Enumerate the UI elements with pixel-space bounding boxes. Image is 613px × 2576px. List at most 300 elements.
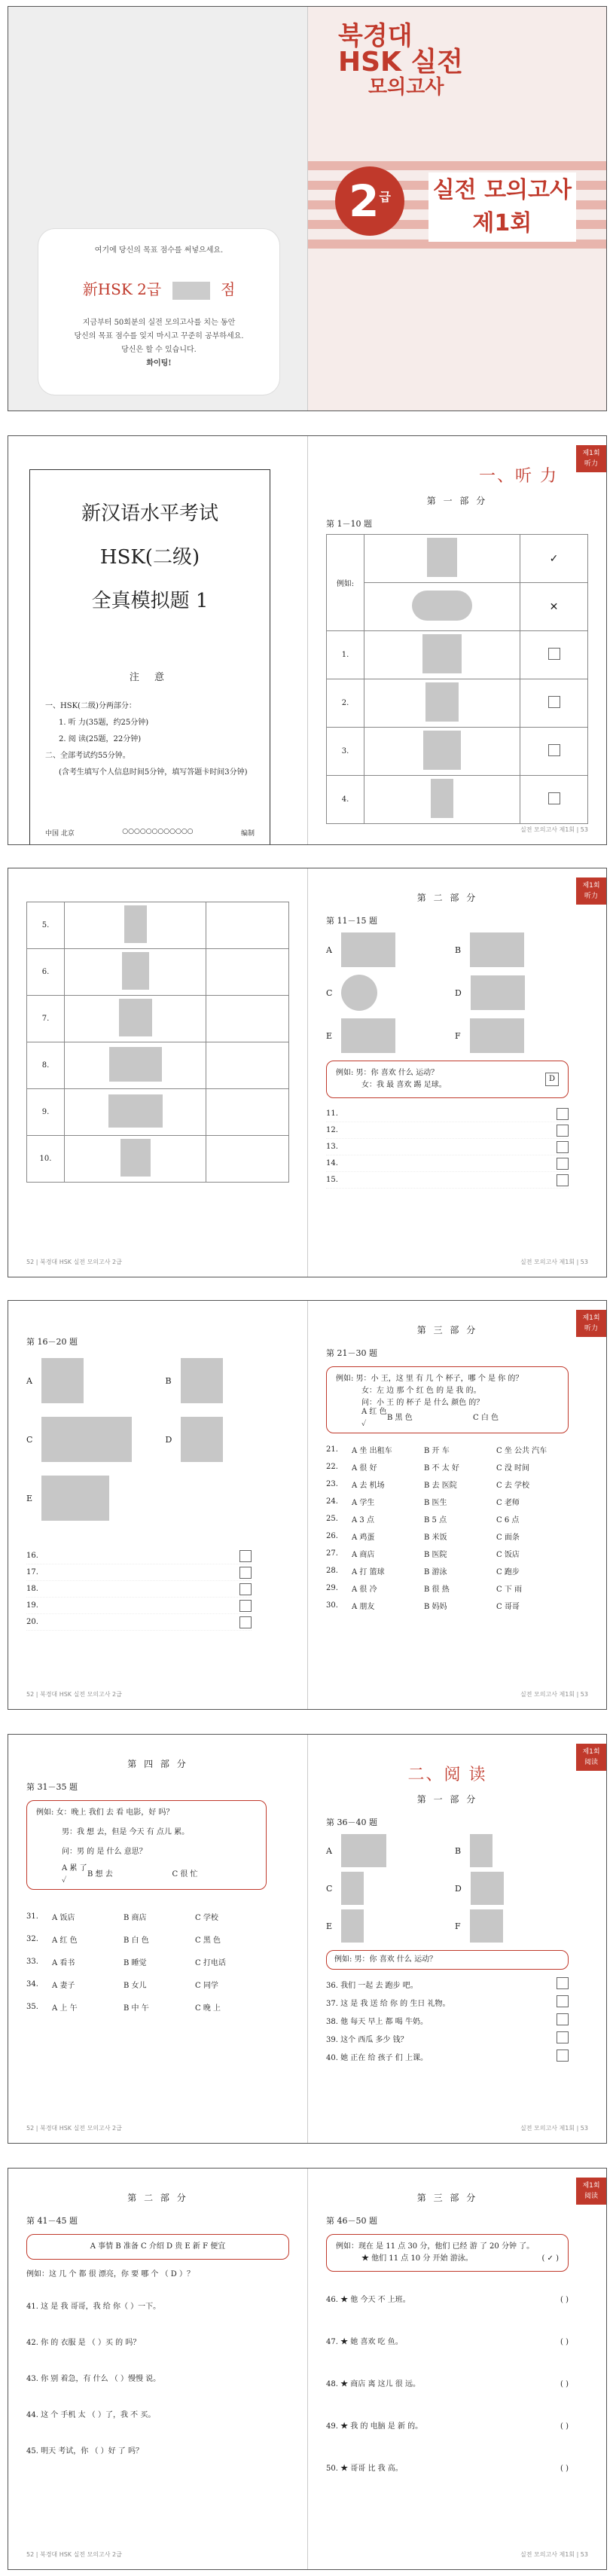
example-box — [326, 2234, 569, 2272]
option-c[interactable]: C 6 点 — [496, 1516, 520, 1525]
logo-line-1: 북경대 — [338, 21, 413, 51]
reading-heading: 二、阅 读 — [407, 1766, 487, 1784]
option-a — [326, 932, 440, 967]
answer-checkbox[interactable] — [557, 1158, 569, 1170]
option-letter: D — [455, 1883, 462, 1894]
listening-part1-cont-page — [8, 868, 307, 1277]
option-d — [166, 1417, 290, 1462]
goal-level: 新HSK 2급 — [82, 280, 162, 298]
grade-suffix: 급 — [379, 190, 391, 204]
option-c[interactable]: C 去 学校 — [496, 1482, 530, 1490]
question-row — [326, 2279, 569, 2321]
option-c[interactable]: C 晚 上 — [195, 2004, 221, 2013]
option-image — [470, 1834, 493, 1867]
example-line: 问：小 王 的 杯子 是 什么 颜色 的？ — [361, 1399, 484, 1407]
question-row — [26, 2397, 289, 2434]
publisher-label: 编制 — [240, 830, 255, 838]
answer-rows — [26, 1548, 252, 1631]
answer-checkbox[interactable] — [557, 1977, 569, 1989]
option-b[interactable]: B 5 点 — [424, 1516, 447, 1525]
goal-notice-text: 여기에 당신의 목표 점수를 써넣으세요. — [94, 246, 224, 255]
answer-checkbox[interactable] — [557, 2050, 569, 2062]
option-a[interactable]: A 打 篮球 — [352, 1568, 385, 1576]
round-tab — [576, 877, 606, 905]
question-row — [326, 1493, 569, 1510]
question-row — [26, 2325, 289, 2361]
option-b[interactable]: B 去 医院 — [424, 1482, 457, 1490]
page-footer: 실전 모의고사 제1회 | 53 — [520, 2551, 588, 2558]
notice-item: (含考生填写个人信息时间5分钟，填写答题卡时间3分钟) — [59, 768, 248, 777]
option-a[interactable]: A 很 好 — [352, 1464, 377, 1473]
page-footer: 52 | 북경대 HSK 실전 모의고사 2급 — [26, 2551, 122, 2558]
cover-left-page — [8, 7, 307, 411]
goal-paragraph-3: 당신은 할 수 있습니다. — [121, 345, 197, 354]
option-b — [455, 932, 569, 967]
example-line: 女：左 边 那 个 红 色 的 是 我 的。 — [361, 1387, 481, 1395]
question-range: 第 11－15 题 — [326, 916, 377, 926]
example-box — [326, 1061, 569, 1098]
answer-blank[interactable]: ( ) — [560, 2296, 569, 2304]
question-row — [326, 1562, 569, 1579]
option-letter: E — [326, 1030, 333, 1041]
question-number: 22. — [326, 1463, 338, 1471]
answer-row — [26, 1564, 252, 1581]
option-a[interactable]: A 坐 出租车 — [352, 1447, 392, 1455]
questions-41-45 — [26, 2289, 289, 2470]
page-footer: 52 | 북경대 HSK 실전 모의고사 2급 — [26, 2125, 122, 2132]
round-tab-section: 听力 — [584, 893, 598, 900]
answer-row — [326, 1122, 569, 1139]
example-options — [36, 1863, 257, 1885]
question-number: 12. — [326, 1126, 338, 1134]
part-heading: 第 三 部 分 — [416, 1325, 478, 1335]
answer-blank[interactable]: ( ) — [560, 2338, 569, 2346]
option-a[interactable]: A 饭店 — [52, 1913, 75, 1922]
round-tab-section: 听力 — [584, 1325, 598, 1332]
option-letter: C — [326, 987, 333, 998]
example-option: A 红 色 ✓ — [361, 1407, 387, 1428]
answer-row — [326, 1139, 569, 1155]
question-number: 28. — [326, 1567, 338, 1575]
question-number: 44. — [26, 2411, 38, 2419]
option-f — [455, 1909, 569, 1943]
option-c — [326, 975, 440, 1011]
example-line: 男：你 喜欢 什么 运动？ — [354, 1955, 438, 1964]
question-number: 26. — [326, 1532, 338, 1540]
notice-item: 2. 阅 读(25题，22分钟) — [59, 735, 142, 743]
answer-checkbox[interactable] — [548, 648, 560, 660]
cover-right-page — [307, 7, 606, 411]
logo-line-2: HSK 실전 — [338, 47, 464, 78]
question-text: 这 是 我 哥哥，我 给 你（ ）一下。 — [41, 2303, 161, 2311]
listening-part2-cont-page — [8, 1301, 307, 1709]
option-b[interactable]: B 妈妈 — [424, 1603, 447, 1611]
example-label: 例如: — [336, 1375, 354, 1383]
question-image — [122, 952, 149, 990]
question-row — [326, 1579, 569, 1597]
question-text: 这个 西瓜 多少 钱？ — [340, 2036, 408, 2044]
question-image — [109, 1047, 162, 1082]
answer-row — [326, 1172, 569, 1189]
question-number: 17. — [26, 1568, 38, 1576]
option-a — [26, 1358, 151, 1403]
question-statement: ★ 我 的 电脑 是 新 的。 — [340, 2422, 423, 2431]
round-tab — [576, 1744, 606, 1771]
option-a[interactable]: A 鸡蛋 — [352, 1534, 375, 1542]
answer-checkbox[interactable] — [239, 1567, 252, 1579]
question-row — [26, 1905, 267, 1927]
example-option: C 很 忙 — [172, 1869, 198, 1879]
page-footer: 실전 모의고사 제1회 | 53 — [520, 826, 588, 833]
round-tab-label: 제1회 — [582, 450, 600, 457]
option-a[interactable]: A 商店 — [352, 1551, 375, 1559]
option-b[interactable]: B 医生 — [424, 1499, 447, 1507]
option-image — [181, 1358, 223, 1403]
question-row — [26, 1927, 267, 1950]
question-number: 27. — [326, 1549, 338, 1558]
question-number: 37. — [326, 2000, 338, 2008]
question-number: 33. — [26, 1957, 38, 1966]
spread-2 — [8, 435, 607, 845]
answer-checkbox[interactable] — [239, 1583, 252, 1595]
option-a[interactable]: A 红 色 — [52, 1936, 78, 1945]
instructions-page — [8, 436, 307, 844]
option-image — [471, 1872, 504, 1905]
questions-46-50 — [326, 2279, 569, 2490]
question-row — [26, 2361, 289, 2397]
notice-item: 一、HSK(二级)分两部分： — [45, 702, 136, 710]
listening-table-2 — [26, 902, 289, 1183]
option-letter: B — [455, 945, 462, 955]
answer-rows — [326, 1106, 569, 1189]
example-box — [326, 1950, 569, 1970]
question-number: 41. — [26, 2303, 38, 2311]
question-image — [423, 731, 461, 770]
option-letter: C — [326, 1883, 333, 1894]
cover-title — [428, 172, 576, 242]
question-image — [431, 779, 453, 818]
question-number: 43. — [26, 2375, 38, 2383]
page-footer: 52 | 북경대 HSK 실전 모의고사 2급 — [26, 1691, 122, 1698]
example-check: ✓ — [520, 535, 588, 583]
question-number: 13. — [326, 1143, 338, 1151]
question-number: 29. — [326, 1584, 338, 1592]
question-number: 3. — [327, 728, 364, 776]
question-image — [120, 1139, 151, 1177]
reading-part2-page — [8, 2169, 307, 2569]
option-letter: B — [165, 1375, 172, 1386]
answer-checkbox[interactable] — [557, 1141, 569, 1153]
example-box — [326, 1366, 569, 1433]
question-number: 34. — [26, 1979, 38, 1988]
question-statement: ★ 哥哥 比 我 高。 — [340, 2465, 403, 2473]
reading-part1-page — [307, 1735, 606, 2143]
option-c — [26, 1417, 151, 1462]
question-row — [326, 1597, 569, 1614]
question-text: 明天 考试，你 （ ）好 了 吗？ — [41, 2447, 143, 2455]
spread-6 — [8, 2168, 607, 2570]
option-d — [455, 1872, 569, 1905]
question-number: 8. — [27, 1042, 65, 1089]
notice-list — [45, 698, 255, 781]
goal-score-box[interactable] — [172, 282, 210, 300]
spread-3 — [8, 868, 607, 1277]
listening-heading: 一、听 力 — [479, 467, 558, 486]
option-letter: F — [455, 1921, 461, 1931]
question-number: 47. — [326, 2338, 338, 2346]
question-number: 2. — [327, 679, 364, 728]
answer-checkbox[interactable] — [557, 1995, 569, 2007]
example-cross: ✕ — [520, 583, 588, 631]
answer-blank[interactable]: ( ) — [560, 2380, 569, 2388]
round-tab-label: 제1회 — [582, 2182, 600, 2190]
question-image — [124, 905, 147, 943]
question-image — [425, 682, 459, 722]
option-letter: A — [326, 945, 332, 955]
question-image — [108, 1094, 163, 1128]
option-a[interactable]: A 看书 — [52, 1958, 75, 1967]
page-footer: 실전 모의고사 제1회 | 53 — [520, 2125, 588, 2132]
word-bank: A 事情 B 准备 C 介绍 D 贵 E 新 F 便宜 — [26, 2234, 289, 2260]
round-tab-label: 제1회 — [582, 882, 600, 890]
question-number: 4. — [327, 776, 364, 824]
part-heading: 第 四 部 分 — [127, 1759, 188, 1769]
option-a[interactable]: A 朋友 — [352, 1603, 375, 1611]
option-c[interactable]: C 同学 — [195, 1981, 218, 1990]
option-c[interactable]: C 跑步 — [496, 1568, 520, 1576]
option-c[interactable]: C 老师 — [496, 1499, 520, 1507]
answer-checkbox[interactable] — [557, 1125, 569, 1137]
option-f — [455, 1018, 569, 1053]
question-number: 45. — [26, 2447, 38, 2455]
notice-heading: 注 意 — [129, 672, 171, 683]
option-image — [41, 1417, 132, 1462]
option-b[interactable]: B 医院 — [424, 1551, 447, 1559]
question-number: 39. — [326, 2036, 338, 2044]
answer-checkbox[interactable] — [548, 744, 560, 756]
option-c[interactable]: C 黑 色 — [195, 1936, 221, 1945]
answer-checkbox[interactable] — [557, 1174, 569, 1186]
question-row — [26, 1995, 267, 2018]
answer-row — [326, 1155, 569, 1172]
option-c[interactable]: C 面条 — [496, 1534, 520, 1542]
example-image-bicycle — [412, 591, 472, 621]
question-number: 21. — [326, 1445, 338, 1454]
publisher-place: 中国 北京 — [45, 830, 75, 838]
example-line: 男：小 王，这 里 有 几 个 杯子，哪 个 是 你 的？ — [355, 1375, 523, 1383]
option-e — [326, 1018, 440, 1053]
option-image — [341, 932, 395, 967]
question-image — [422, 634, 462, 673]
example-options — [336, 1409, 559, 1427]
option-letter: B — [455, 1845, 462, 1856]
question-number: 36. — [326, 1982, 338, 1990]
question-row — [26, 2289, 289, 2325]
publisher-dots: ○○○○○○○○○○○○ — [122, 828, 194, 835]
part-heading: 第 一 部 分 — [426, 496, 488, 506]
option-a[interactable]: A 妻子 — [52, 1981, 75, 1990]
question-text: 我们 一起 去 跑步 吧。 — [340, 1982, 418, 1990]
option-c[interactable]: C 坐 公共 汽车 — [496, 1447, 547, 1455]
answer-row — [26, 1598, 252, 1614]
listening-part1-page — [307, 436, 606, 844]
question-number: 24. — [326, 1497, 338, 1506]
logo-line-3: 모의고사 — [368, 76, 444, 99]
option-c[interactable]: C 没 时间 — [496, 1464, 530, 1473]
exam-title-1: 新汉语水平考试 — [81, 502, 218, 525]
option-a[interactable]: A 3 点 — [352, 1516, 374, 1525]
option-images — [26, 1358, 289, 1521]
question-row — [26, 1950, 267, 1973]
spread-cover — [8, 6, 607, 411]
option-a[interactable]: A 很 冷 — [352, 1586, 377, 1594]
option-letter: E — [326, 1921, 333, 1931]
option-b[interactable]: B 睡觉 — [124, 1958, 147, 1967]
option-c[interactable]: C 打电话 — [195, 1958, 226, 1967]
answer-checkbox[interactable] — [548, 792, 560, 804]
option-b — [455, 1834, 569, 1867]
spread-4 — [8, 1300, 607, 1710]
answer-checkbox[interactable] — [557, 2031, 569, 2043]
example-line: 女：我 最 喜欢 踢 足球。 — [361, 1081, 447, 1089]
option-c[interactable]: C 学校 — [195, 1913, 218, 1922]
example-statement: ★ 他们 11 点 10 分 开始 游泳。 — [361, 2254, 473, 2263]
question-row — [326, 2448, 569, 2490]
question-statement: ★ 商店 离 这儿 很 远。 — [340, 2380, 420, 2388]
question-row — [326, 1995, 569, 2013]
round-tab-section: 阅读 — [584, 1759, 598, 1766]
question-number: 20. — [26, 1618, 38, 1626]
listening-part2-page — [307, 868, 606, 1277]
option-b[interactable]: B 开 车 — [424, 1447, 450, 1455]
goal-paragraph-2: 당신의 목표 점수를 잊지 마시고 꾸준히 공부하세요. — [74, 331, 244, 340]
option-image — [341, 1834, 386, 1867]
questions-31-35 — [26, 1905, 267, 2018]
option-image — [470, 1018, 524, 1053]
question-number: 6. — [27, 949, 65, 996]
question-row — [326, 1441, 569, 1458]
option-letter: D — [165, 1434, 172, 1445]
question-number: 5. — [27, 902, 65, 949]
example-option: C 白 色 — [473, 1413, 499, 1422]
question-range: 第 1－10 题 — [326, 519, 372, 529]
question-number: 16. — [26, 1552, 38, 1560]
question-text: 你 的 衣服 是 （ ）买 的 吗？ — [41, 2339, 141, 2347]
answer-checkbox[interactable] — [548, 696, 560, 708]
questions-36-40 — [326, 1977, 569, 2068]
cover-title-line-2: 제1회 — [472, 210, 532, 237]
option-c[interactable]: C 哥哥 — [496, 1603, 520, 1611]
round-tab-label: 제1회 — [582, 1314, 600, 1322]
answer-checkbox[interactable] — [239, 1616, 252, 1628]
grade-number: 2 — [349, 175, 380, 227]
option-b[interactable]: B 很 热 — [424, 1586, 450, 1594]
question-row — [326, 1545, 569, 1562]
option-images — [326, 1834, 569, 1943]
spread-5 — [8, 1734, 607, 2144]
part-heading: 第 二 部 分 — [416, 893, 478, 903]
reading-part3-page — [307, 2169, 606, 2569]
example-box — [26, 1800, 267, 1890]
round-tab — [576, 2178, 606, 2205]
page-footer: 실전 모의고사 제1회 | 53 — [520, 1691, 588, 1698]
option-b[interactable]: B 白 色 — [124, 1936, 149, 1945]
question-number: 42. — [26, 2339, 38, 2347]
question-image — [119, 999, 152, 1036]
option-images — [326, 932, 569, 1053]
exam-title-2: HSK(二级) — [99, 546, 200, 569]
answer-checkbox[interactable] — [239, 1550, 252, 1562]
answer-row — [26, 1581, 252, 1598]
question-row — [26, 1973, 267, 1995]
question-text: 这 个 手机 太 （ ）了，我 不 买。 — [41, 2411, 156, 2419]
example-option: A 累 了 ✓ — [62, 1863, 87, 1885]
option-image — [341, 1018, 395, 1053]
exam-title-3: 全真模拟题 1 — [91, 590, 209, 612]
listening-part4-page — [8, 1735, 307, 2143]
option-a[interactable]: A 学生 — [352, 1499, 375, 1507]
question-row — [326, 1458, 569, 1476]
example-line: 男：你 喜欢 什么 运动？ — [355, 1069, 439, 1077]
round-tab-section: 听力 — [584, 460, 598, 468]
question-statement: ★ 她 喜欢 吃 鱼。 — [340, 2338, 403, 2346]
option-e — [26, 1476, 151, 1521]
option-b[interactable]: B 中 午 — [124, 2004, 149, 2013]
goal-score-unit: 점 — [220, 280, 236, 298]
option-a[interactable]: A 去 机场 — [352, 1482, 385, 1490]
round-tab — [576, 1310, 606, 1337]
option-letter: D — [455, 987, 462, 998]
page-footer: 실전 모의고사 제1회 | 53 — [520, 1259, 588, 1265]
instructions-box — [29, 469, 270, 845]
answer-checkbox[interactable] — [557, 2013, 569, 2025]
example-option: B 黑 色 — [387, 1413, 413, 1422]
answer-checkbox[interactable] — [557, 1108, 569, 1120]
question-row — [326, 2364, 569, 2406]
example-line: 女：晚上 我们 去 看 电影，好 吗？ — [56, 1808, 174, 1817]
option-image — [41, 1358, 84, 1403]
question-number: 9. — [27, 1089, 65, 1136]
question-row — [326, 1476, 569, 1493]
answer-row — [26, 1548, 252, 1564]
option-b[interactable]: B 不 太 好 — [424, 1464, 459, 1473]
question-range: 第 16－20 题 — [26, 1337, 78, 1347]
option-b[interactable]: B 商店 — [124, 1913, 147, 1922]
example-line: 男：我 想 去，但是 今天 有 点儿 累。 — [62, 1828, 190, 1836]
option-image — [41, 1476, 109, 1521]
answer-checkbox[interactable] — [239, 1600, 252, 1612]
question-number: 1. — [327, 631, 364, 679]
example-label: 例如: — [36, 1808, 54, 1817]
option-c[interactable]: C 下 雨 — [496, 1586, 523, 1594]
option-c[interactable]: C 饭店 — [496, 1551, 520, 1559]
question-number: 19. — [26, 1601, 38, 1610]
answer-blank[interactable]: ( ) — [560, 2422, 569, 2431]
option-b[interactable]: B 游泳 — [424, 1568, 447, 1576]
questions-21-30 — [326, 1441, 569, 1614]
option-b[interactable]: B 女儿 — [124, 1981, 147, 1990]
answer-blank[interactable]: ( ) — [560, 2465, 569, 2473]
question-row — [326, 2013, 569, 2031]
question-row — [326, 2031, 569, 2050]
question-range: 第 41－45 题 — [26, 2216, 78, 2226]
option-letter: E — [26, 1493, 33, 1503]
option-b[interactable]: B 米饭 — [424, 1534, 447, 1542]
part-heading: 第 二 部 分 — [127, 2193, 188, 2203]
question-number: 32. — [26, 1934, 38, 1943]
option-a[interactable]: A 上 午 — [52, 2004, 78, 2013]
cover-title-line-1: 실전 모의고사 — [432, 177, 572, 203]
